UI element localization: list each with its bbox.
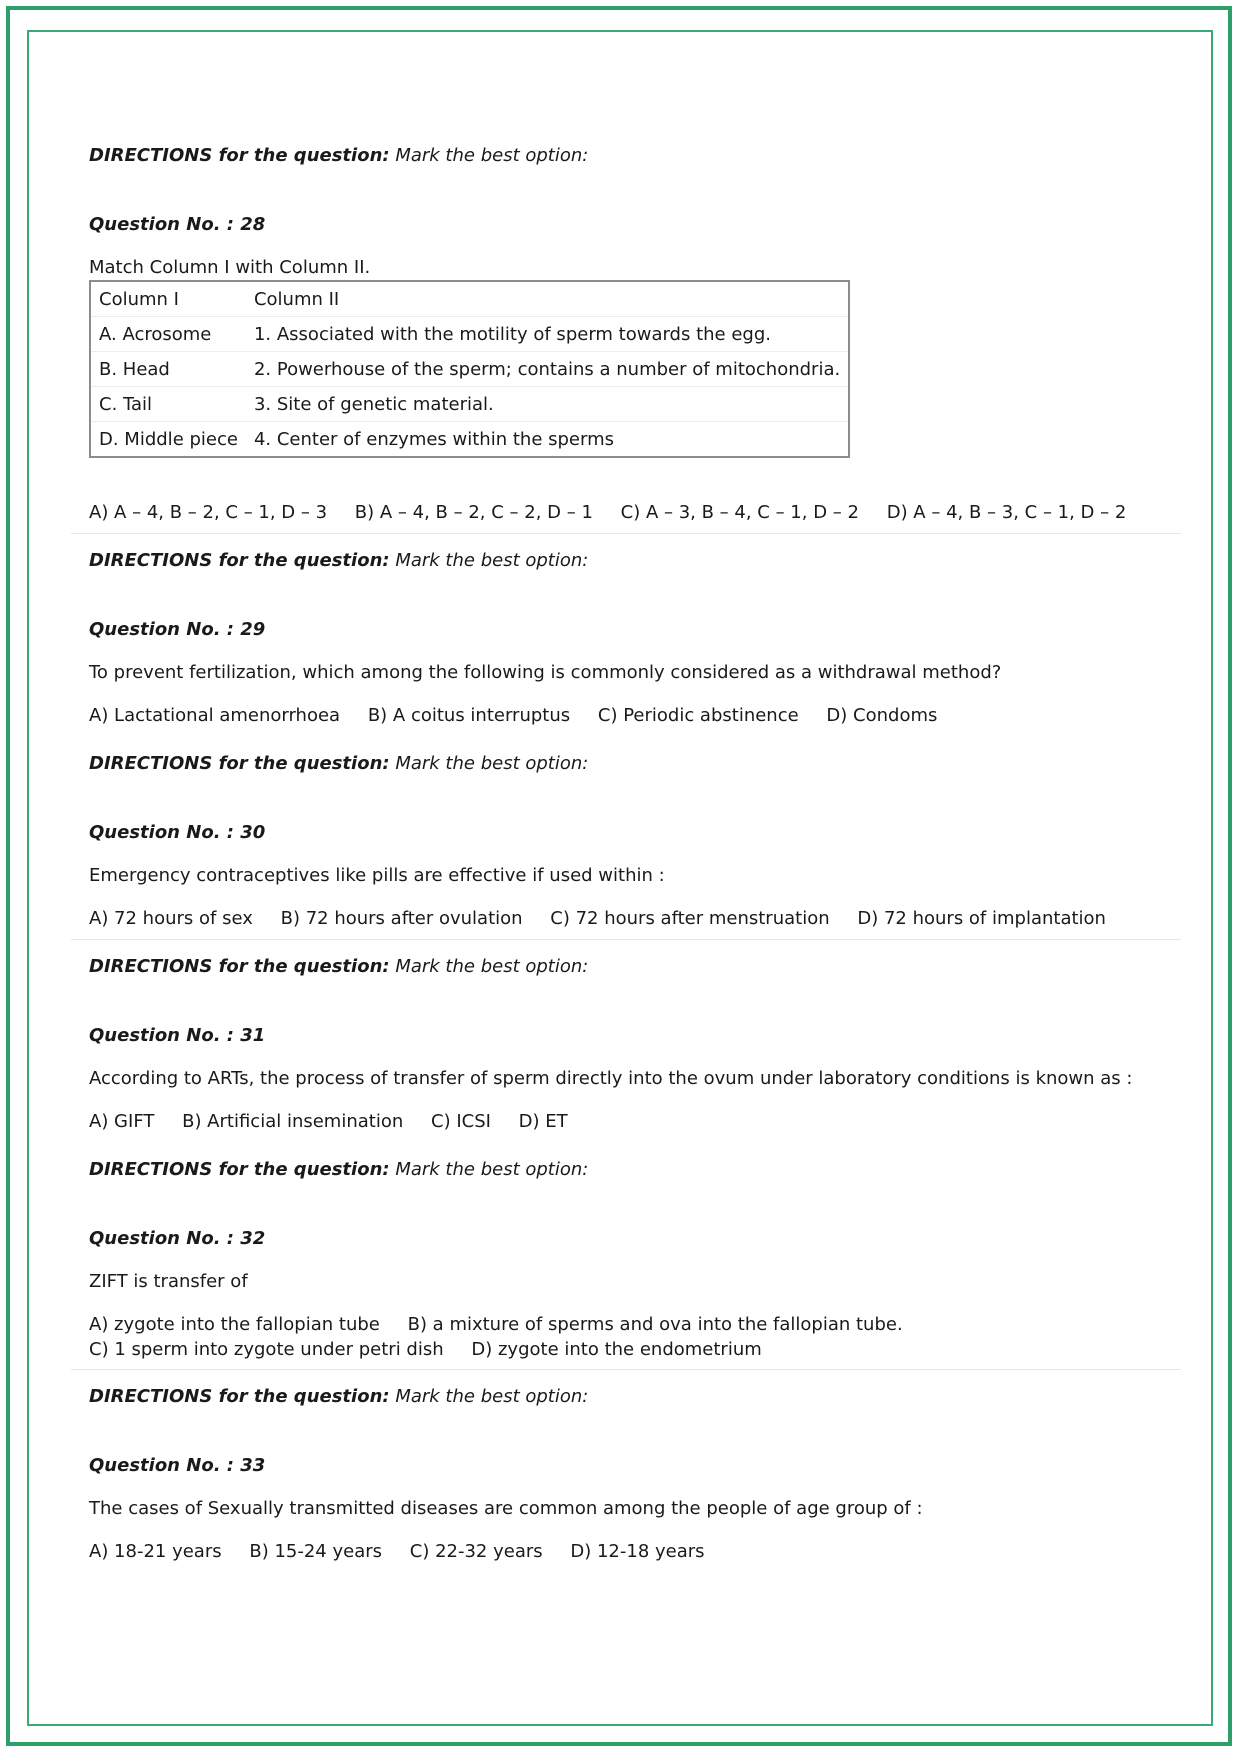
option-b[interactable]: B) a mixture of sperms and ova into the fallopian tube. (407, 1314, 903, 1335)
question-number: Question No. : 28 (89, 214, 266, 235)
answer-options (89, 1338, 784, 1362)
option-c[interactable]: C) 72 hours after menstruation (550, 908, 830, 929)
option-c[interactable]: C) Periodic abstinence (597, 705, 799, 726)
option-a[interactable]: A) 18-21 years (89, 1541, 222, 1562)
question-number: Question No. : 32 (89, 1228, 266, 1249)
question-number: Question No. : 33 (89, 1455, 266, 1476)
table-cell: C. Tail (90, 387, 246, 422)
option-d[interactable]: D) A – 4, B – 3, C – 1, D – 2 (886, 502, 1127, 523)
answer-options (89, 704, 959, 728)
table-row (90, 352, 849, 387)
answer-options (89, 1540, 727, 1564)
option-b[interactable]: B) Artificial insemination (182, 1111, 404, 1132)
option-b[interactable]: B) A coitus interruptus (367, 705, 571, 726)
option-a[interactable]: A) zygote into the fallopian tube (89, 1314, 380, 1335)
directions: DIRECTIONS for the question: Mark the best option: (89, 753, 589, 774)
directions: DIRECTIONS for the question: Mark the best option: (89, 956, 589, 977)
table-header-row (90, 281, 849, 317)
question-text: To prevent fertilization, which among the following is commonly considered as a withdrawal method? (89, 662, 1002, 683)
option-c[interactable]: C) ICSI (431, 1111, 491, 1132)
table-cell: 4. Center of enzymes within the sperms (253, 428, 614, 450)
option-c[interactable]: C) 1 sperm into zygote under petri dish (89, 1339, 444, 1360)
question-text: Emergency contraceptives like pills are effective if used within : (89, 865, 665, 886)
question-number: Question No. : 31 (89, 1025, 266, 1046)
table-header-cell: Column II (246, 281, 849, 317)
directions: DIRECTIONS for the question: Mark the best option: (89, 550, 589, 571)
directions: DIRECTIONS for the question: Mark the best option: (89, 1386, 589, 1407)
option-c[interactable]: C) A – 3, B – 4, C – 1, D – 2 (620, 502, 859, 523)
table-cell: 3. Site of genetic material. (246, 387, 849, 422)
table-row (90, 387, 849, 422)
option-a[interactable]: A) GIFT (89, 1111, 155, 1132)
table-cell: D. Middle piece (99, 428, 238, 450)
table-header-cell: Column I (90, 281, 246, 317)
answer-options (89, 1110, 590, 1134)
option-a[interactable]: A) A – 4, B – 2, C – 1, D – 3 (89, 502, 328, 523)
divider (71, 939, 1181, 940)
directions: DIRECTIONS for the question: Mark the best option: (89, 145, 589, 166)
table-row (90, 422, 849, 458)
question-number: Question No. : 30 (89, 822, 266, 843)
question-text: The cases of Sexually transmitted diseases are common among the people of age group of : (89, 1498, 923, 1519)
option-d[interactable]: D) 12-18 years (570, 1541, 705, 1562)
table-cell: 1. Associated with the motility of sperm towards the egg. (246, 317, 849, 352)
option-b[interactable]: B) A – 4, B – 2, C – 2, D – 1 (354, 502, 593, 523)
divider (71, 1369, 1181, 1370)
option-c[interactable]: C) 22-32 years (409, 1541, 543, 1562)
question-text: ZIFT is transfer of (89, 1271, 248, 1292)
table-cell: A. Acrosome (90, 317, 246, 352)
table-row (90, 317, 849, 352)
option-d[interactable]: D) ET (518, 1111, 568, 1132)
match-table (89, 280, 850, 458)
table-cell: B. Head (90, 352, 246, 387)
directions: DIRECTIONS for the question: Mark the best option: (89, 1159, 589, 1180)
option-b[interactable]: B) 72 hours after ovulation (280, 908, 523, 929)
answer-options (89, 907, 1128, 931)
option-a[interactable]: A) 72 hours of sex (89, 908, 253, 929)
table-cell: 2. Powerhouse of the sperm; contains a number of mitochondria. (246, 352, 849, 387)
option-d[interactable]: D) Condoms (826, 705, 938, 726)
option-a[interactable]: A) Lactational amenorrhoea (89, 705, 341, 726)
answer-options (89, 1313, 925, 1337)
divider (71, 533, 1181, 534)
question-text: According to ARTs, the process of transfer of sperm directly into the ovum under laboratory conditions is known as : (89, 1068, 1133, 1089)
answer-options (89, 501, 1148, 525)
option-d[interactable]: D) 72 hours of implantation (857, 908, 1106, 929)
question-number: Question No. : 29 (89, 619, 266, 640)
question-text: Match Column I with Column II. (89, 257, 371, 278)
option-d[interactable]: D) zygote into the endometrium (471, 1339, 762, 1360)
option-b[interactable]: B) 15-24 years (249, 1541, 383, 1562)
